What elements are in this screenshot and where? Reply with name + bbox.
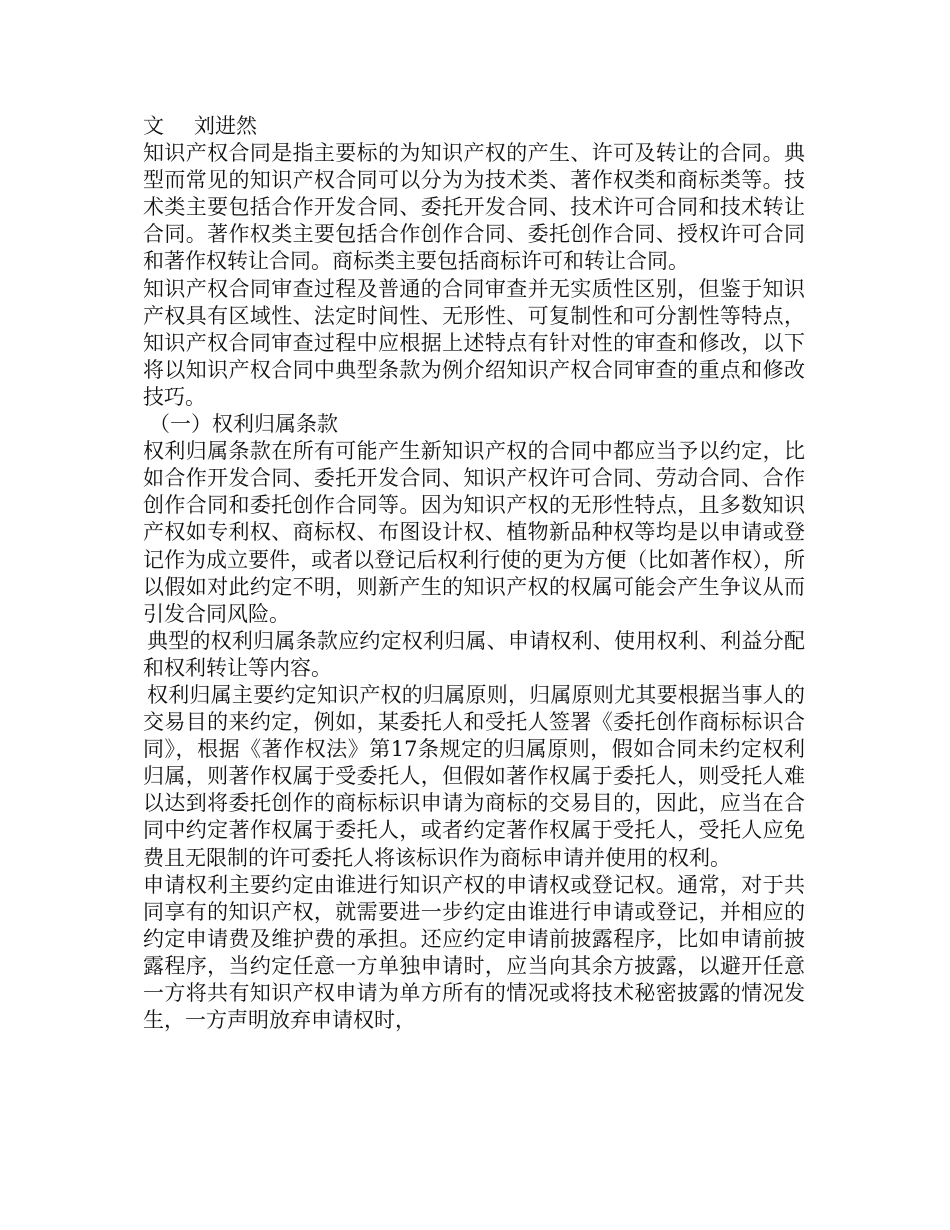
- paragraph-intro: 知识产权合同是指主要标的为知识产权的产生、许可及转让的合同。典型而常见的知识产权合同可以分为为技术类、著作权类和商标类等。技术类主要包括合作开发合同、委托开发合同、技术许可合同和技术转让合同。著作权类主要包括合作创作合同、委托创作合同、授权许可合同和著作权转让合同。商标类主要包括商标许可和转让合同。: [143, 141, 805, 274]
- document-page: [143, 113, 805, 1034]
- paragraph-application-right: 申请权利主要约定由谁进行知识产权的申请权或登记权。通常，对于共同享有的知识产权，就需要进一步约定由谁进行申请或登记，并相应的约定申请费及维护费的承担。还应约定申请前披露程序，比如申请前披露程序，当约定任意一方单独申请时，应当向其余方披露，以避开任意一方将共有知识产权申请为单方所有的情况或将技术秘密披露的情况发生，一方声明放弃申请权时，: [143, 872, 805, 1033]
- author-prefix: 文: [143, 114, 164, 138]
- paragraph-typical-clause: 典型的权利归属条款应约定权利归属、申请权利、使用权利、利益分配和权利转让等内容。: [143, 628, 805, 680]
- section-heading: （一）权利归属条款: [149, 412, 338, 437]
- paragraph-review: 知识产权合同审查过程及普通的合同审查并无实质性区别，但鉴于知识产权具有区域性、法定时间性、无形性、可复制性和可分割性等特点，知识产权合同审查过程中应根据上述特点有针对性的审查和修改，以下将以知识产权合同中典型条款为例介绍知识产权合同审查的重点和修改技巧。: [143, 276, 805, 409]
- author-line: [143, 113, 805, 140]
- author-name: 刘进然: [194, 114, 257, 138]
- paragraph-ownership-clause: 权利归属条款在所有可能产生新知识产权的合同中都应当予以约定，比如合作开发合同、委托开发合同、知识产权许可合同、劳动合同、合作创作合同和委托创作合同等。因为知识产权的无形性特点，且多数知识产权如专利权、商标权、布图设计权、植物新品种权等均是以申请或登记作为成立要件，或者以登记后权利行使的更为方便（比如著作权），所以假如对此约定不明，则新产生的知识产权的权属可能会产生争议从而引发合同风险。: [143, 439, 805, 626]
- paragraph-ownership-principle: 权利归属主要约定知识产权的归属原则，归属原则尤其要根据当事人的交易目的来约定，例如，某委托人和受托人签署《委托创作商标标识合同》，根据《著作权法》第17条规定的归属原则，假如合同未约定权利归属，则著作权属于受委托人，但假如著作权属于委托人，则受托人难以达到将委托创作的商标标识申请为商标的交易目的，因此，应当在合同中约定著作权属于委托人，或者约定著作权属于受托人，受托人应免费且无限制的许可委托人将该标识作为商标申请并使用的权利。: [143, 682, 805, 870]
